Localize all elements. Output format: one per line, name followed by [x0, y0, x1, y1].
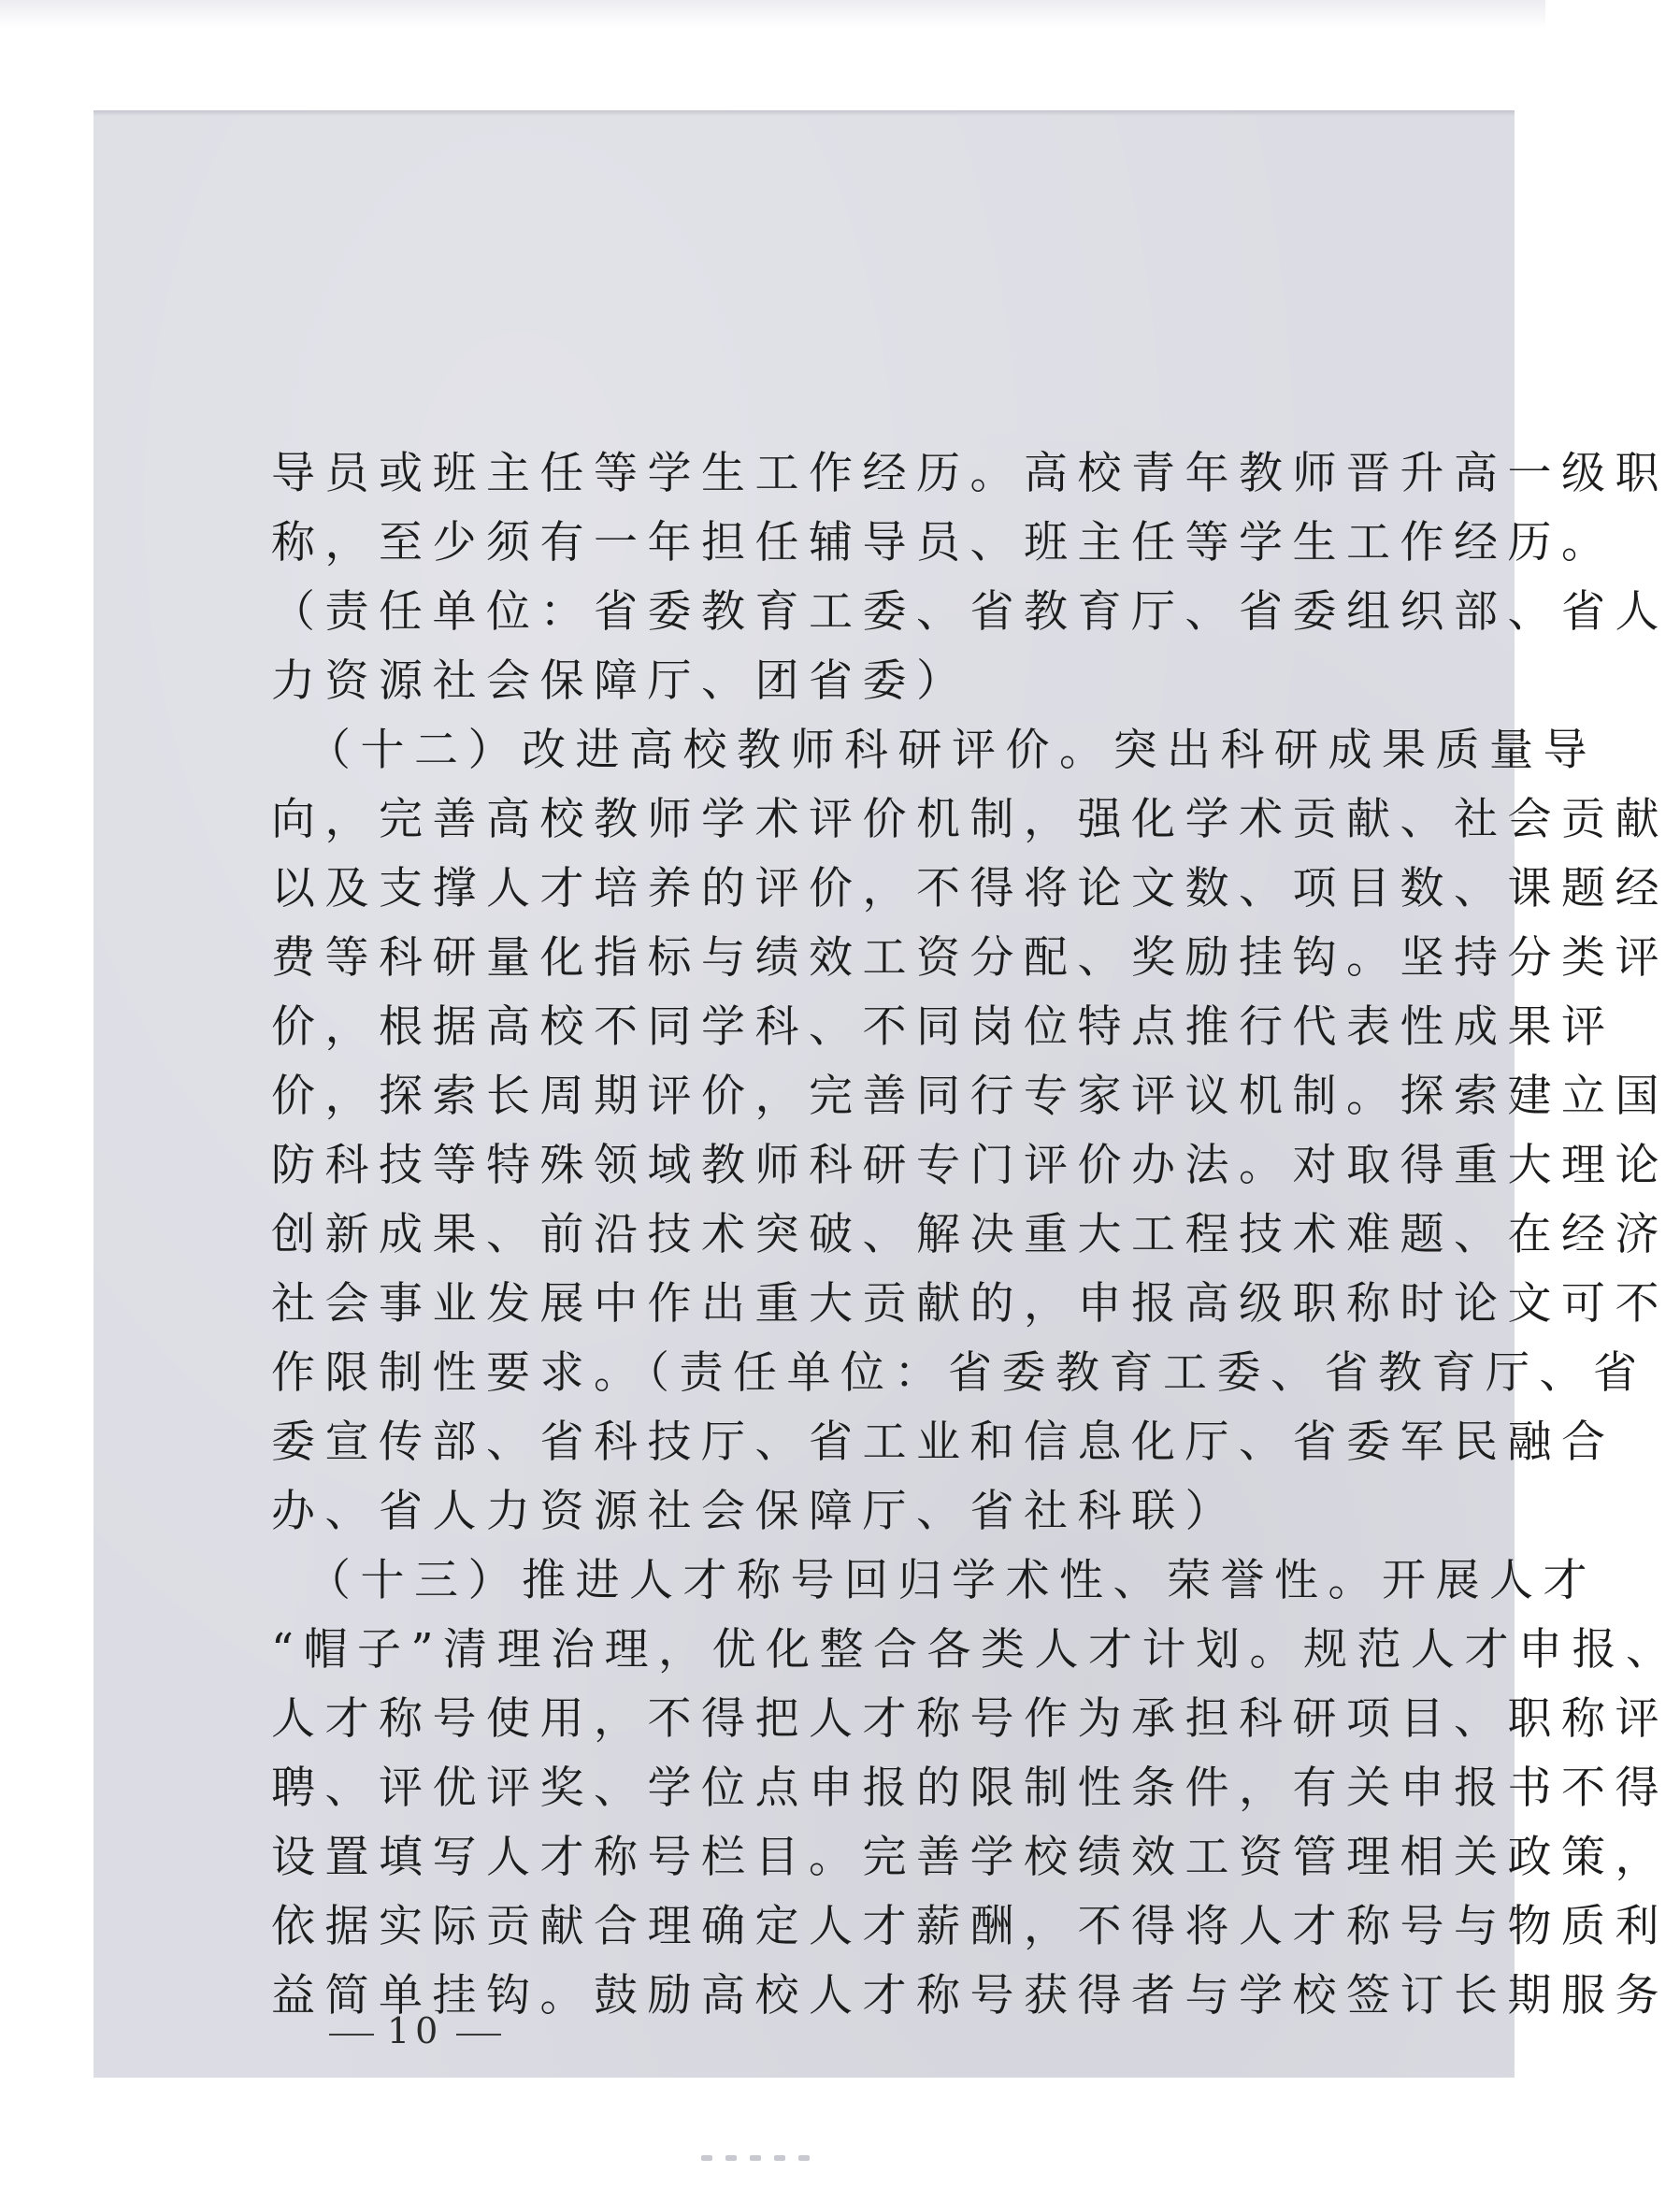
text-line: 设置填写人才称号栏目。完善学校绩效工资管理相关政策， [271, 1832, 1669, 1883]
section-heading-line: （十三）推进人才称号回归学术性、荣誉性。开展人才 [307, 1555, 1597, 1606]
text-line: 以及支撑人才培养的评价，不得将论文数、项目数、课题经 [271, 863, 1669, 914]
scan-top-edge [0, 0, 1545, 28]
text-line: 委宣传部、省科技厅、省工业和信息化厅、省委军民融合 [271, 1417, 1615, 1468]
page-number [316, 2010, 514, 2051]
text-line: 创新成果、前沿技术突破、解决重大工程技术难题、在经济 [271, 1209, 1669, 1260]
text-line: 向，完善高校教师学术评价机制，强化学术贡献、社会贡献 [271, 794, 1669, 845]
page-number-dash-left [329, 2034, 374, 2036]
text-line: 依据实际贡献合理确定人才薪酬，不得将人才称号与物质利 [271, 1901, 1669, 1952]
text-line: 价，探索长周期评价，完善同行专家评议机制。探索建立国 [271, 1071, 1669, 1122]
text-line: 防科技等特殊领域教师科研专门评价办法。对取得重大理论 [271, 1140, 1669, 1191]
scanned-page [93, 110, 1680, 2078]
text-line: 办、省人力资源社会保障厅、省社科联） [271, 1486, 1239, 1537]
scan-mark [701, 2155, 712, 2161]
text-line: 力资源社会保障厅、团省委） [271, 655, 970, 707]
scan-bottom-marks [701, 2147, 832, 2160]
text-line: （责任单位：省委教育工委、省教育厅、省委组织部、省人 [271, 586, 1669, 638]
text-line: 社会事业发展中作出重大贡献的，申报高级职称时论文可不 [271, 1278, 1669, 1330]
scan-mark [774, 2155, 785, 2161]
text-line: 聘、评优评奖、学位点申报的限制性条件，有关申报书不得 [271, 1763, 1669, 1814]
section-heading-line: （十二）改进高校教师科研评价。突出科研成果质量导 [307, 725, 1597, 776]
text-line: 导员或班主任等学生工作经历。高校青年教师晋升高一级职 [271, 448, 1669, 499]
text-line: “帽子”清理治理，优化整合各类人才计划。规范人才申报、 [271, 1624, 1680, 1676]
text-line: 价，根据高校不同学科、不同岗位特点推行代表性成果评 [271, 1001, 1615, 1053]
document-body [271, 439, 1680, 2031]
scan-mark [725, 2155, 737, 2161]
text-line: 费等科研量化指标与绩效工资分配、奖励挂钩。坚持分类评 [271, 932, 1669, 984]
scan-mark [798, 2155, 810, 2161]
page-number-dash-right [456, 2034, 501, 2036]
text-line: 作限制性要求。（责任单位：省委教育工委、省教育厅、省 [271, 1347, 1647, 1399]
text-line: 益简单挂钩。鼓励高校人才称号获得者与学校签订长期服务 [271, 1970, 1669, 2022]
page-number-value: 10 [387, 2010, 444, 2051]
scan-mark [750, 2155, 761, 2161]
text-line: 称，至少须有一年担任辅导员、班主任等学生工作经历。 [271, 517, 1615, 568]
text-line: 人才称号使用，不得把人才称号作为承担科研项目、职称评 [271, 1693, 1669, 1745]
